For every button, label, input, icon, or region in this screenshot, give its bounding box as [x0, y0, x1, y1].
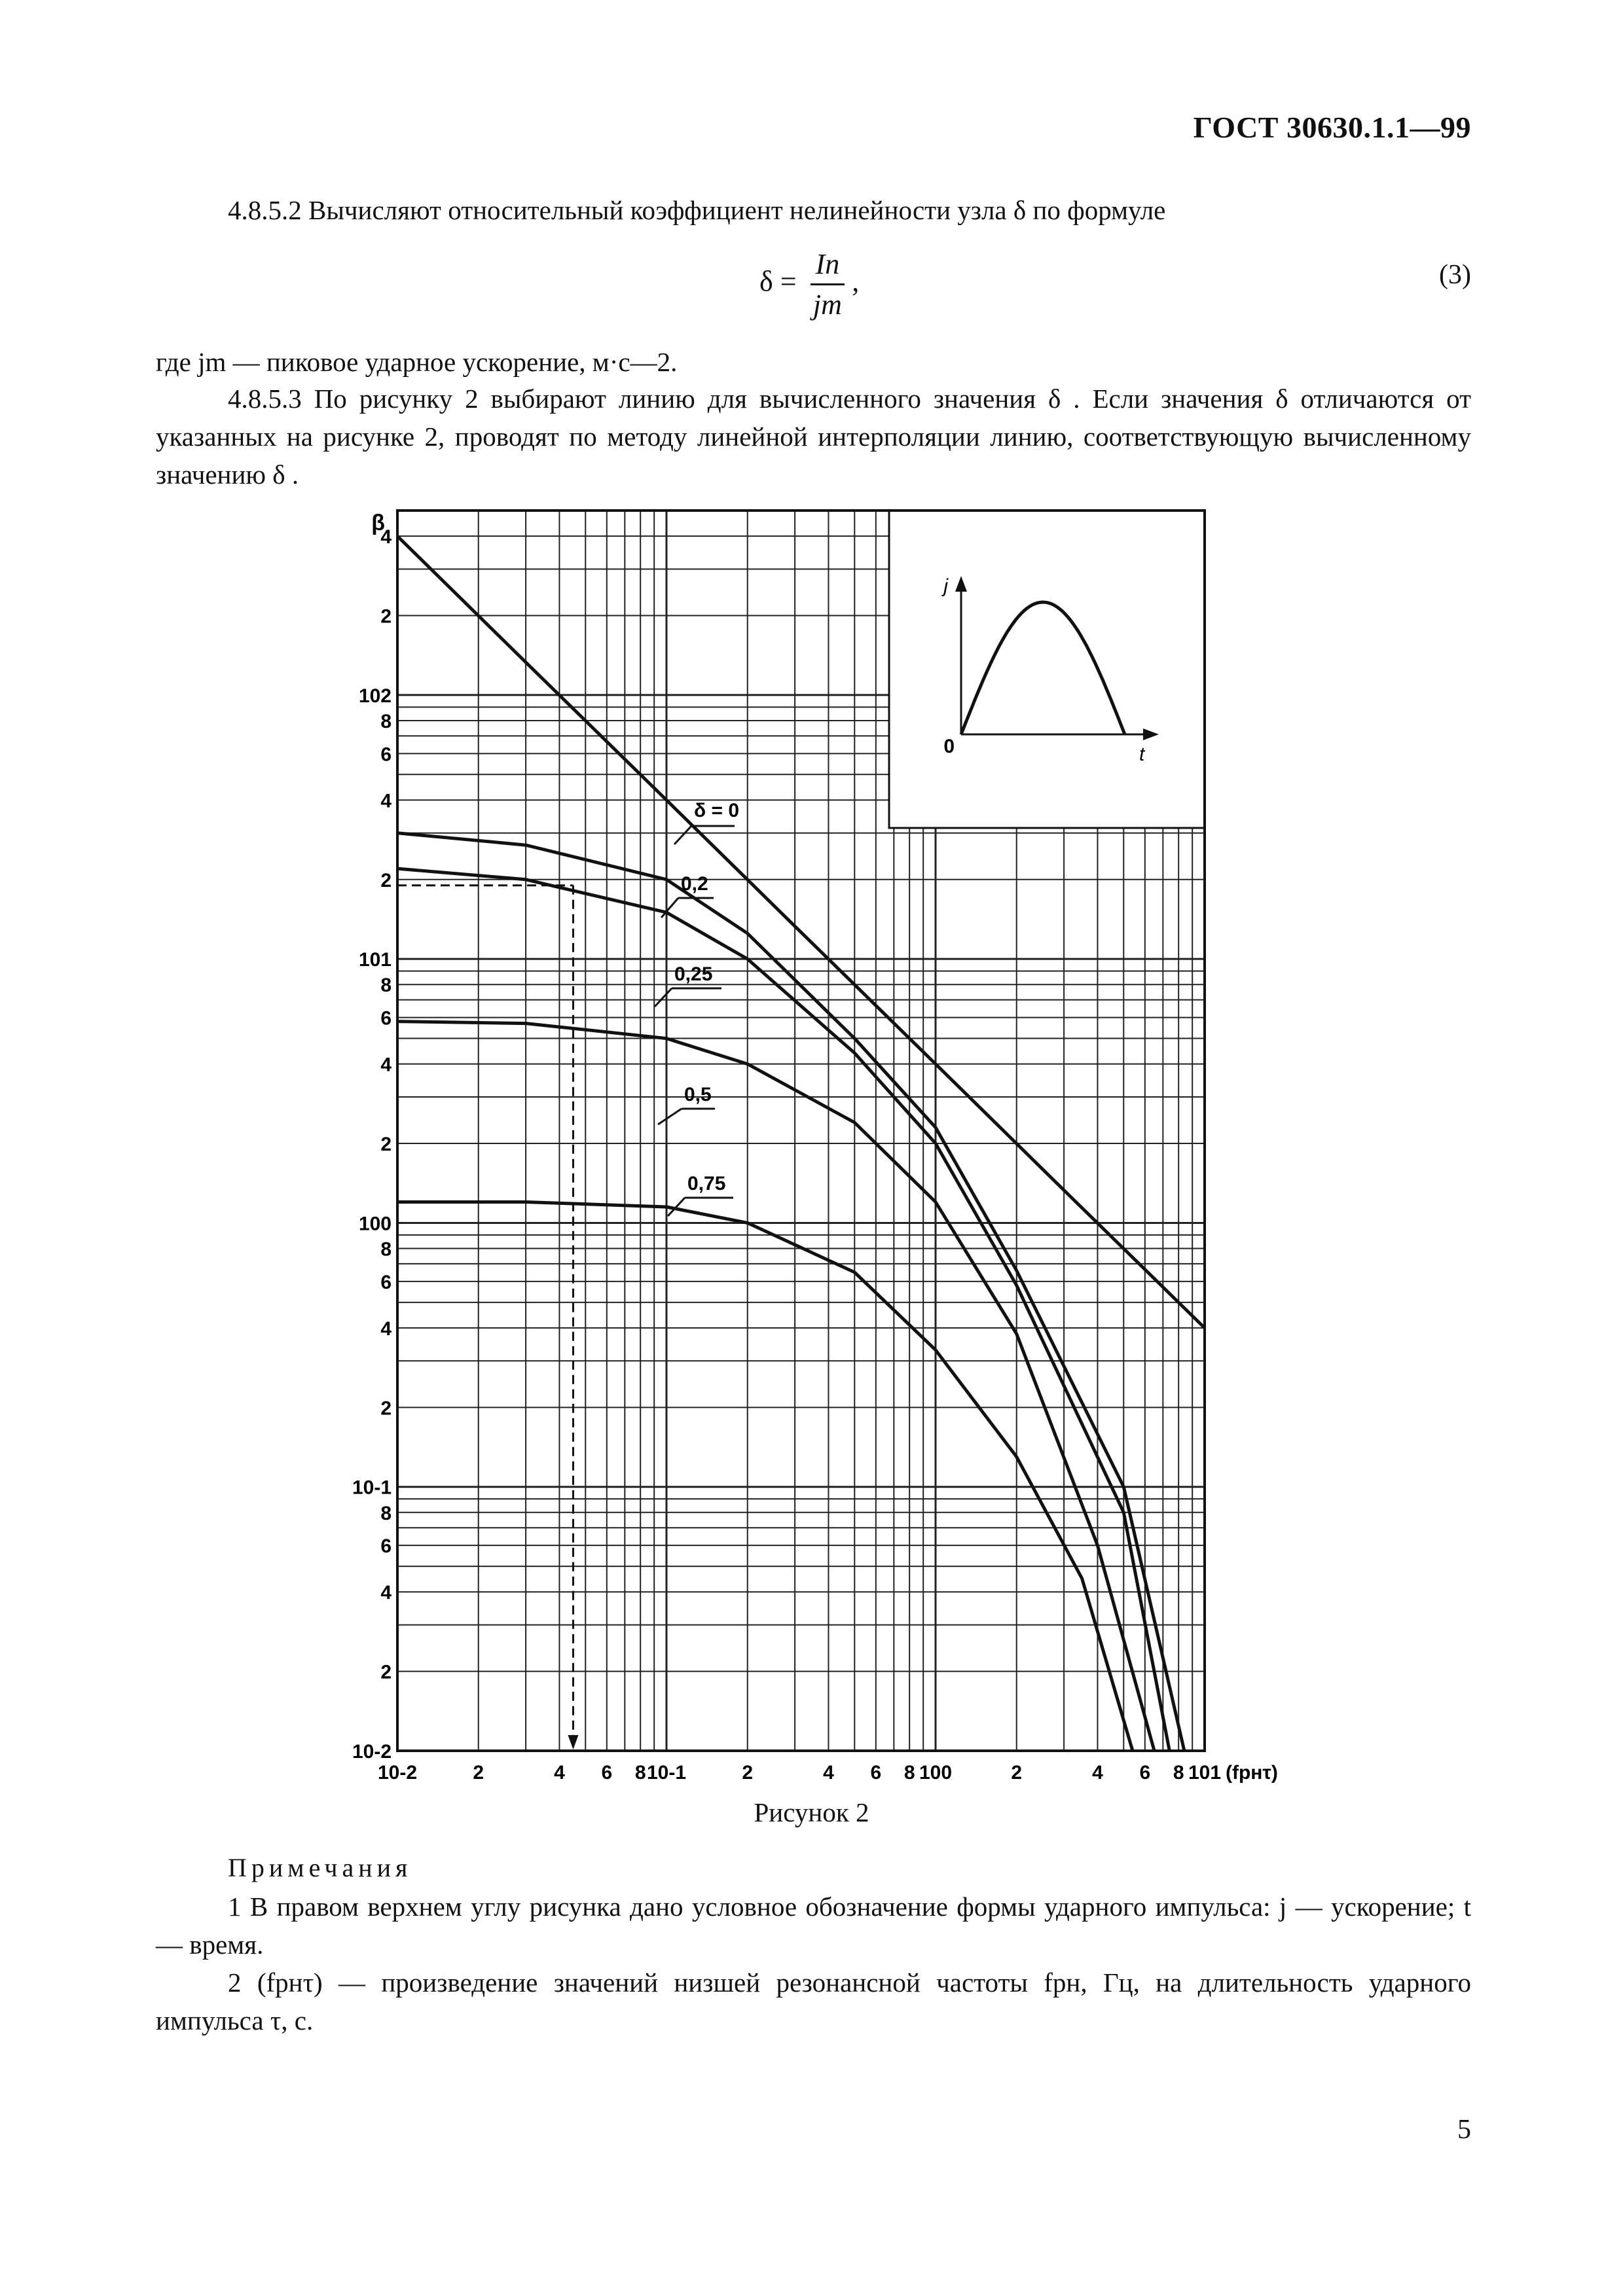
x-tick-label: 2	[473, 1762, 484, 1784]
y-tick-label: 4	[380, 1054, 392, 1076]
y-tick-label: 101	[358, 949, 392, 971]
y-tick-label: 100	[358, 1213, 392, 1235]
y-tick-label: 4	[380, 1318, 392, 1340]
y-tick-label: 2	[380, 1397, 392, 1420]
formula-explanation: где jm — пиковое ударное ускорение, м·с—2.	[156, 347, 678, 377]
curve-series	[397, 1022, 1154, 1751]
x-tick-label: 8	[634, 1762, 646, 1784]
y-tick-label: 6	[380, 1007, 392, 1030]
x-tick-label: 6	[1139, 1762, 1151, 1784]
x-tick-label: 101	[1188, 1762, 1222, 1784]
note-1: 1 В правом верхнем углу рисунка дано условное обозначение формы ударного импульса: j — ускорение; t — время.	[156, 1892, 1471, 1960]
notes-title: Примечания	[228, 1853, 412, 1882]
curve-label: 0,75	[687, 1173, 726, 1194]
label-leader	[674, 826, 691, 844]
y-tick-label: 10-2	[352, 1741, 392, 1763]
y-tick-label: 2	[380, 869, 392, 891]
inset-y-label: j	[943, 575, 948, 597]
y-tick-label: 102	[358, 685, 392, 707]
x-axis-label: (fрнτ)	[1226, 1762, 1278, 1784]
note-2: 2 (fрнτ) — произведение значений низшей резонансной частоты fрн, Гц, на длительность ударного импульса τ, с.	[156, 1967, 1471, 2036]
example-arrow	[568, 1735, 578, 1749]
x-tick-label: 6	[601, 1762, 613, 1784]
standard-header: ГОСТ 30630.1.1—99	[1193, 111, 1471, 144]
x-tick-label: 8	[903, 1762, 915, 1784]
y-tick-label: 6	[380, 1271, 392, 1293]
y-tick-label: 2	[380, 605, 392, 628]
curve-label: 0,2	[681, 873, 708, 895]
figure-caption: Рисунок 2	[754, 1797, 869, 1827]
y-tick-label: 4	[380, 1582, 392, 1604]
formula-tail: ,	[852, 265, 860, 298]
y-tick-label: 4	[380, 790, 392, 812]
y-tick-label: 8	[380, 975, 392, 997]
curve-label: 0,5	[684, 1084, 712, 1105]
label-leader	[658, 1109, 682, 1124]
y-tick-label: 4	[380, 526, 392, 548]
page-number: 5	[1457, 2115, 1471, 2145]
x-tick-label: 8	[1173, 1762, 1184, 1784]
inset-origin-label: 0	[943, 736, 955, 757]
y-tick-label: 8	[380, 710, 392, 732]
y-tick-label: 6	[380, 744, 392, 766]
x-tick-label: 4	[823, 1762, 834, 1784]
x-tick-label: 2	[1011, 1762, 1023, 1784]
curve-label: 0,25	[674, 963, 713, 985]
y-tick-label: 6	[380, 1535, 392, 1558]
x-tick-label: 6	[870, 1762, 882, 1784]
formula-number: (3)	[1439, 260, 1471, 290]
formula-numerator: In	[811, 247, 845, 285]
formula-denominator: jm	[812, 289, 842, 321]
formula-lhs: δ =	[759, 265, 797, 298]
y-tick-label: 8	[380, 1238, 392, 1261]
curve-series	[397, 869, 1169, 1751]
section-4852-text: 4.8.5.2 Вычисляют относительный коэффициент нелинейности узла δ по формуле	[228, 195, 1166, 225]
x-tick-label: 10-2	[377, 1762, 418, 1784]
y-tick-label: 10-1	[352, 1477, 392, 1499]
curve-label: δ = 0	[694, 800, 740, 821]
x-tick-label: 10-1	[646, 1762, 687, 1784]
x-tick-label: 4	[1092, 1762, 1103, 1784]
x-tick-label: 100	[919, 1762, 953, 1784]
y-tick-label: 2	[380, 1661, 392, 1683]
label-leader	[655, 988, 672, 1007]
y-tick-label: 2	[380, 1134, 392, 1156]
inset-panel	[889, 511, 1205, 828]
y-tick-label: 8	[380, 1502, 392, 1524]
inset-x-label: t	[1139, 744, 1145, 765]
y-axis-label: β	[371, 511, 385, 535]
x-tick-label: 2	[742, 1762, 754, 1784]
x-tick-label: 4	[554, 1762, 565, 1784]
section-4853-text: 4.8.5.3 По рисунку 2 выбирают линию для вычисленного значения δ . Если значения δ отличаются от указанных на рисунке 2, проводят по методу линейной интерполяции линию, соответствующую вычисленному значению δ .	[156, 384, 1471, 490]
